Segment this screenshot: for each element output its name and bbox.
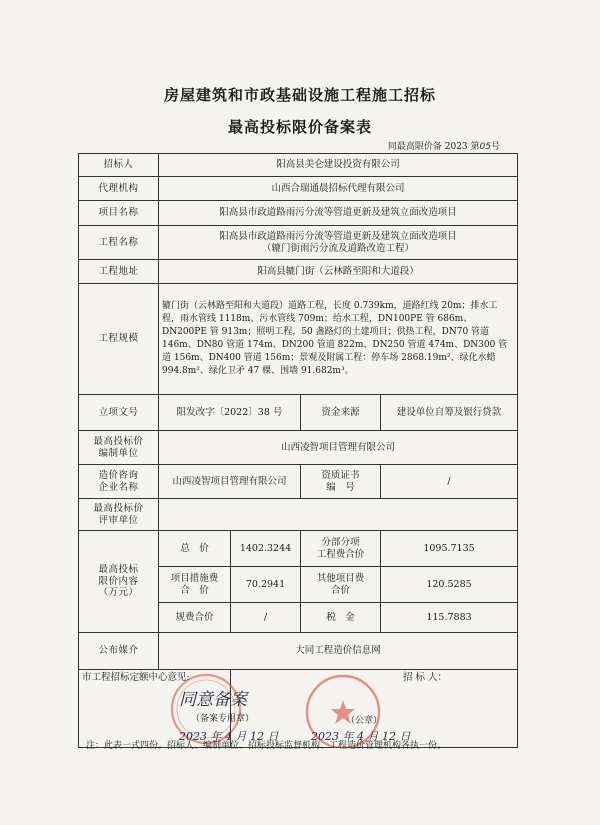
fee-label: 规费合价 <box>159 603 231 633</box>
center-opinion-label: 市工程招标定额中心意见: <box>82 672 190 683</box>
tenderer-label: 招标人 <box>79 154 159 177</box>
total-price-label: 总 价 <box>159 531 231 567</box>
reviewer-value <box>159 499 518 531</box>
fund-value: 建设单位自筹及银行贷款 <box>381 395 518 431</box>
stamp-caption: （备案专用章） <box>191 714 255 724</box>
work-address-value: 阳高县辘门街（云林路至阳和大道段） <box>159 260 518 284</box>
tax-label: 税 金 <box>301 603 381 633</box>
agency-value: 山西合瑞通晨招标代理有限公司 <box>159 177 518 201</box>
tenderer-value: 阳高县美仑建设投资有限公司 <box>159 154 518 177</box>
project-name-label: 项目名称 <box>79 201 159 226</box>
work-name-value: 阳高县市政道路雨污分流等管道更新及建筑立面改造项目 （辘门街雨污分流及道路改造工程） <box>159 226 518 260</box>
other-price-value: 120.5285 <box>381 567 518 603</box>
seal-caption: （公章） <box>346 716 383 726</box>
footnote: 注：此表一式四份。招标人、编制单位、招标投标监督机构、工程造价管理机构各执一份。 <box>86 741 447 751</box>
record-number-handwritten: 05 <box>479 142 491 152</box>
approval-value: 阳发改字〔2022〕38 号 <box>159 395 301 431</box>
project-name-value: 阳高县市政道路雨污分流等管道更新及建筑立面改造项目 <box>159 201 518 226</box>
title-line2: 最高投标限价备案表 <box>227 118 372 136</box>
approval-label: 立项文号 <box>79 395 159 431</box>
other-price-label: 其他项目费 合价 <box>301 567 381 603</box>
sub-price-label: 分部分项 工程费合价 <box>301 531 381 567</box>
measure-price-value: 70.2941 <box>231 567 301 603</box>
record-number: 同最高限价备 2023 第05号 <box>387 142 500 152</box>
title-line1: 房屋建筑和市政基础设施工程施工招标 <box>163 86 436 104</box>
fund-label: 资金来源 <box>301 395 381 431</box>
work-name-label: 工程名称 <box>79 226 159 260</box>
reviewer-label: 最高投标价 评审单位 <box>79 499 159 531</box>
tenderer-seal-cell <box>231 670 518 748</box>
cert-value: / <box>381 465 518 499</box>
scale-label: 工程规模 <box>79 284 159 395</box>
scale-value: 辘门街（云林路至阳和大道段）道路工程，长度 0.739km，道路红线 20m；排水工程，雨水管线 1118m、污水管线 709m；给水工程，DN100PE 管 686m、DN200PE 管 913m；照明工程，50 盏路灯的土建项目；供热工程，DN70 管道 146m、DN80 管道 174m、DN200 管道 822m、DN250 管道 474m、DN300 管道 156m、DN400 管道 156m；景观及附属工程：停车场 2868.19m²、绿化水蜡 994.8m²、绿化卫矛 47 棵、围墙 91.682m³。 <box>159 284 518 395</box>
work-address-label: 工程地址 <box>79 260 159 284</box>
center-opinion-cell <box>79 670 279 748</box>
compiler-value: 山西凌智项目管理有限公司 <box>159 431 518 465</box>
tenderer-date: 2023 年 4 月 12 日 <box>311 730 411 743</box>
handwritten-opinion: 同意备案 <box>179 690 247 710</box>
media-label: 公布媒介 <box>79 633 159 670</box>
consult-label: 造价咨询 企业名称 <box>79 465 159 499</box>
center-date: 2023 年 4 月 12 日 <box>179 730 279 743</box>
fee-value: / <box>231 603 301 633</box>
media-value: 大同工程造价信息网 <box>159 633 518 670</box>
filing-table <box>78 153 518 748</box>
compiler-label: 最高投标价 编制单位 <box>79 431 159 465</box>
agency-label: 代理机构 <box>79 177 159 201</box>
tax-value: 115.7883 <box>381 603 518 633</box>
total-price-value: 1402.3244 <box>231 531 301 567</box>
tenderer-seal-label: 招 标 人： <box>403 672 448 683</box>
cert-label: 资质证书 编 号 <box>301 465 381 499</box>
consult-value: 山西凌智项目管理有限公司 <box>159 465 301 499</box>
measure-price-label: 项目措施费 合 价 <box>159 567 231 603</box>
price-label: 最高投标 限价内容 （万元） <box>79 531 159 633</box>
sub-price-value: 1095.7135 <box>381 531 518 567</box>
